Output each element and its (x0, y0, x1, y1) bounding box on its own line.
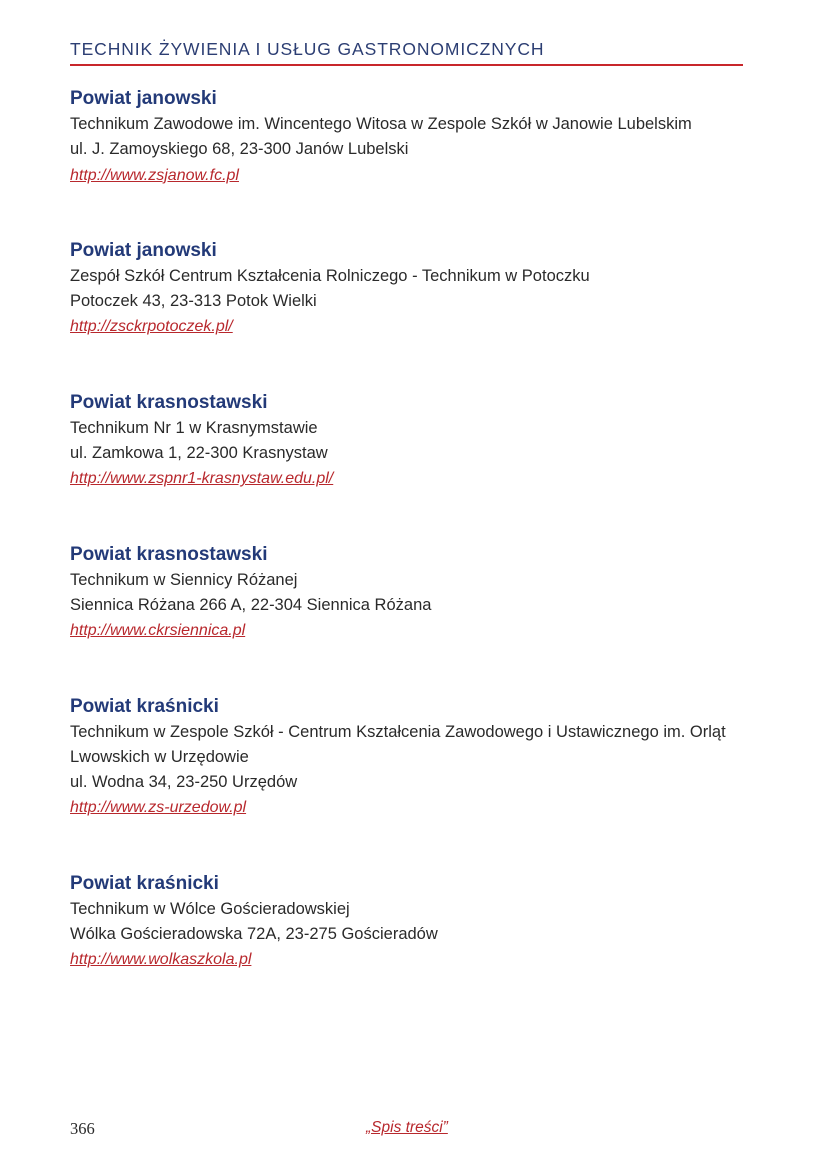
school-entry (70, 694, 750, 821)
entry-address: Wólka Gościeradowska 72A, 23-275 Gościeradów (70, 925, 438, 944)
entry-county-title: Powiat krasnostawski (70, 391, 268, 413)
entry-address: Siennica Różana 266 A, 22-304 Siennica Różana (70, 595, 432, 614)
entry-school-name: Technikum w Siennicy Różanej (70, 570, 298, 589)
school-entry (70, 238, 750, 340)
entry-address: Potoczek 43, 23-313 Potok Wielki (70, 292, 317, 311)
entry-school-name: Technikum w Wólce Gościeradowskiej (70, 899, 350, 918)
entry-website-link[interactable]: http://www.wolkaszkola.pl (70, 951, 252, 969)
entry-school-name: Technikum Nr 1 w Krasnymstawie (70, 418, 318, 437)
school-entry (70, 871, 750, 973)
entry-website-link[interactable]: http://www.zsjanow.fc.pl (70, 166, 239, 184)
entry-county-title: Powiat kraśnicki (70, 872, 219, 894)
entry-website-link[interactable]: http://zsckrpotoczek.pl/ (70, 318, 233, 336)
entry-website-link[interactable]: http://www.ckrsiennica.pl (70, 622, 246, 640)
entry-address: ul. J. Zamoyskiego 68, 23-300 Janów Lubelski (70, 140, 409, 159)
entry-school-name: Zespół Szkół Centrum Kształcenia Rolniczego - Technikum w Potoczku (70, 266, 590, 285)
school-entry (70, 390, 750, 492)
table-of-contents-link[interactable]: „Spis treści” (366, 1119, 448, 1136)
entry-address: ul. Zamkowa 1, 22-300 Krasnystaw (70, 444, 328, 463)
entry-address: ul. Wodna 34, 23-250 Urzędów (70, 773, 298, 792)
header-divider (70, 64, 743, 66)
header-title: TECHNIK ŻYWIENIA I USŁUG GASTRONOMICZNYCH (70, 39, 545, 59)
page-number: 366 (70, 1119, 95, 1138)
school-list (70, 86, 750, 1023)
entry-county-title: Powiat janowski (70, 88, 217, 109)
entry-county-title: Powiat krasnostawski (70, 543, 268, 565)
entry-county-title: Powiat kraśnicki (70, 695, 219, 717)
school-entry (70, 86, 750, 188)
entry-website-link[interactable]: http://www.zspnr1-krasnystaw.edu.pl/ (70, 470, 334, 488)
page-header (70, 38, 743, 66)
school-entry (70, 542, 750, 644)
entry-school-name: Technikum w Zespole Szkół - Centrum Kształcenia Zawodowego i Ustawicznego im. Orląt (70, 722, 726, 741)
entry-school-name: Technikum Zawodowe im. Wincentego Witosa w Zespole Szkół w Janowie Lubelskim (70, 115, 692, 133)
entry-website-link[interactable]: http://www.zs-urzedow.pl (70, 799, 247, 817)
entry-county-title: Powiat janowski (70, 239, 217, 261)
entry-school-name-continued: Lwowskich w Urzędowie (70, 747, 249, 766)
